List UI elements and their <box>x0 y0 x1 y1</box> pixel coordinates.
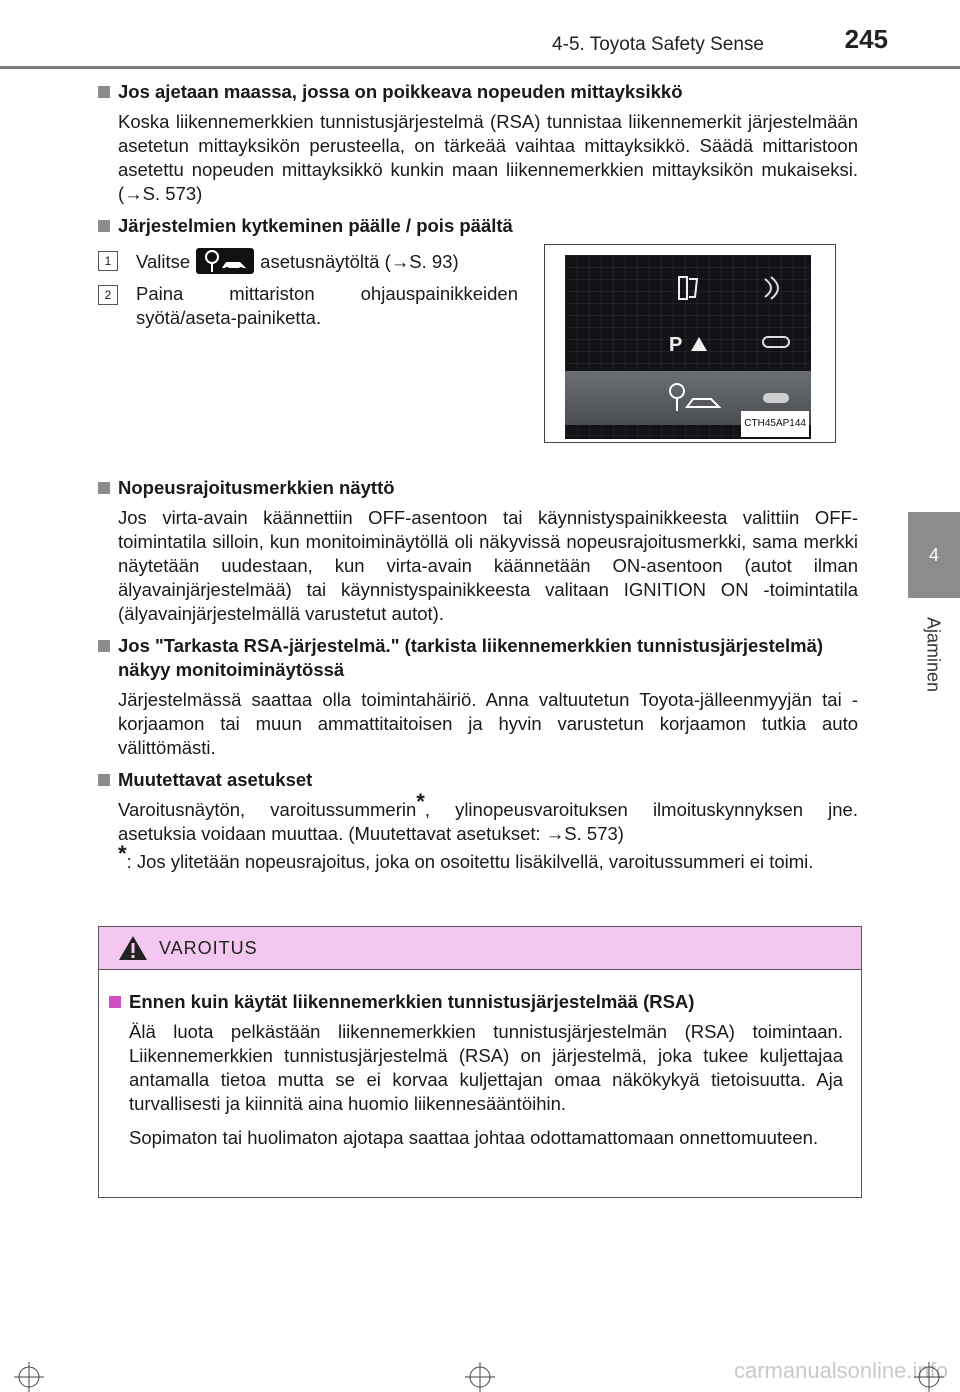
menu-row-parking <box>565 317 811 371</box>
chapter-number: 4 <box>928 544 939 565</box>
footnote: *: Jos ylitetään nopeusrajoitus, joka on osoitettu lisäkilvellä, varoitussummeri ei toimi. <box>118 840 814 872</box>
section-bullet-icon <box>98 482 110 494</box>
warning-triangle-icon <box>117 934 149 962</box>
section-bullet-icon <box>98 774 110 786</box>
steps-block <box>98 244 858 470</box>
warning-bullet-icon <box>109 996 121 1008</box>
crop-mark-icon <box>465 1362 495 1392</box>
warning-text: Älä luota pelkästään liikennemerkkien tunnistusjärjestelmän (RSA) toimintaan. Liikennemerkkien tunnistusjärjestelmä (RSA) on järjestelmä, joka tukee kuljettajaa antamalla tietoa mutta se ei korvaa kuljettajan omaa näkökykyä tietoisuutta. Aja turvallisesti ja kiinnitä aina huomio liikennesääntöihin. <box>129 1021 843 1114</box>
chapter-tab <box>908 512 960 598</box>
section-text: Koska liikennemerkkien tunnistusjärjestelmä (RSA) tunnistaa liikennemerkit järjestelmään asetetun mittayksikön perusteella, on tärkeää vaihtaa mittayksikkö. Säädä mittaristoon asetettu nopeuden mittayksikkö kunkin maan liikennemerkkien mittayksikön mukaiseksi. (→S. 573) <box>118 111 858 204</box>
footnote-marker: * <box>416 788 425 814</box>
warning-header <box>99 927 861 970</box>
step-number: 2 <box>98 285 118 305</box>
page-number: 245 <box>844 24 888 54</box>
step-2 <box>98 282 518 330</box>
footnote-marker: * <box>118 840 127 866</box>
step-number: 1 <box>98 251 118 271</box>
multi-info-display <box>565 255 811 439</box>
section-heading: Muutettavat asetukset <box>98 768 858 792</box>
crop-mark-icon <box>14 1362 44 1392</box>
page-header <box>0 0 960 70</box>
menu-row-lane <box>565 263 811 317</box>
section-heading: Nopeusrajoitusmerkkien näyttö <box>98 476 858 500</box>
section-bullet-icon <box>98 86 110 98</box>
section-title: 4-5. Toyota Safety Sense <box>552 34 764 55</box>
warning-box <box>98 926 862 1198</box>
header-divider <box>0 66 960 69</box>
section-heading: Jos ajetaan maassa, jossa on poikkeava nopeuden mittayksikkö <box>98 80 858 104</box>
crop-mark-icon <box>914 1362 944 1392</box>
section-text: Jos virta-avain käännettiin OFF-asentoon tai käynnistyspainikkeesta valittiin OFF-toimintatila silloin, kun monitoiminäytöllä oli näkyvissä nopeusrajoitusmerkki, sama merkki näytetään uudestaan, kun virta-avain käännetään ON-asentoon (autot ilman älyavainjärjestelmää) tai käynnistyspainikkeesta valitaan IGNITION ON -toimintatila (älyavainjärjestelmällä varustetut autot). <box>118 507 858 624</box>
section-bullet-icon <box>98 640 110 652</box>
section-bullet-icon <box>98 220 110 232</box>
section-heading: Jos "Tarkasta RSA-järjestelmä." (tarkista liikennemerkkien tunnistusjärjestelmä) näkyy monitoiminäytössä <box>98 634 858 682</box>
svg-text:P: P <box>669 334 683 356</box>
warning-label: VAROITUS <box>159 937 258 958</box>
section-heading: Järjestelmien kytkeminen päälle / pois päältä <box>98 214 858 238</box>
rsa-sign-icon <box>196 248 254 274</box>
step-1 <box>98 248 518 274</box>
warning-text: Sopimaton tai huolimaton ajotapa saattaa johtaa odottamattomaan onnettomuuteen. <box>129 1127 819 1148</box>
section-text: Varoitusnäytön, varoitussummerin*, ylinopeusvaroituksen ilmoituskynnyksen jne. asetuksia voidaan muuttaa. (Muutettavat asetukset: →S. 573) <box>118 788 858 844</box>
section-text: Järjestelmässä saattaa olla toimintahäiriö. Anna valtuutetun Toyota-jälleenmyyjän tai -korjaamon tai muun ammattitaitoisen ja hyvin varustetun korjaamon tutkia auto välittömästi. <box>118 689 858 758</box>
figure-code: CTH45AP144 <box>741 411 809 437</box>
step-text: Valitse asetusnäytöltä (→S. 93) <box>136 248 518 274</box>
warning-body <box>99 970 861 1150</box>
warning-title: Ennen kuin käytät liikennemerkkien tunnistusjärjestelmää (RSA) <box>109 990 843 1014</box>
watermark: carmanualsonline.info <box>733 1358 948 1383</box>
main-content <box>98 80 858 882</box>
display-figure <box>544 244 836 443</box>
chapter-label: Ajaminen <box>923 617 944 693</box>
step-text: Paina mittariston ohjauspainikkeiden syötä/aseta-painiketta. <box>136 283 518 328</box>
